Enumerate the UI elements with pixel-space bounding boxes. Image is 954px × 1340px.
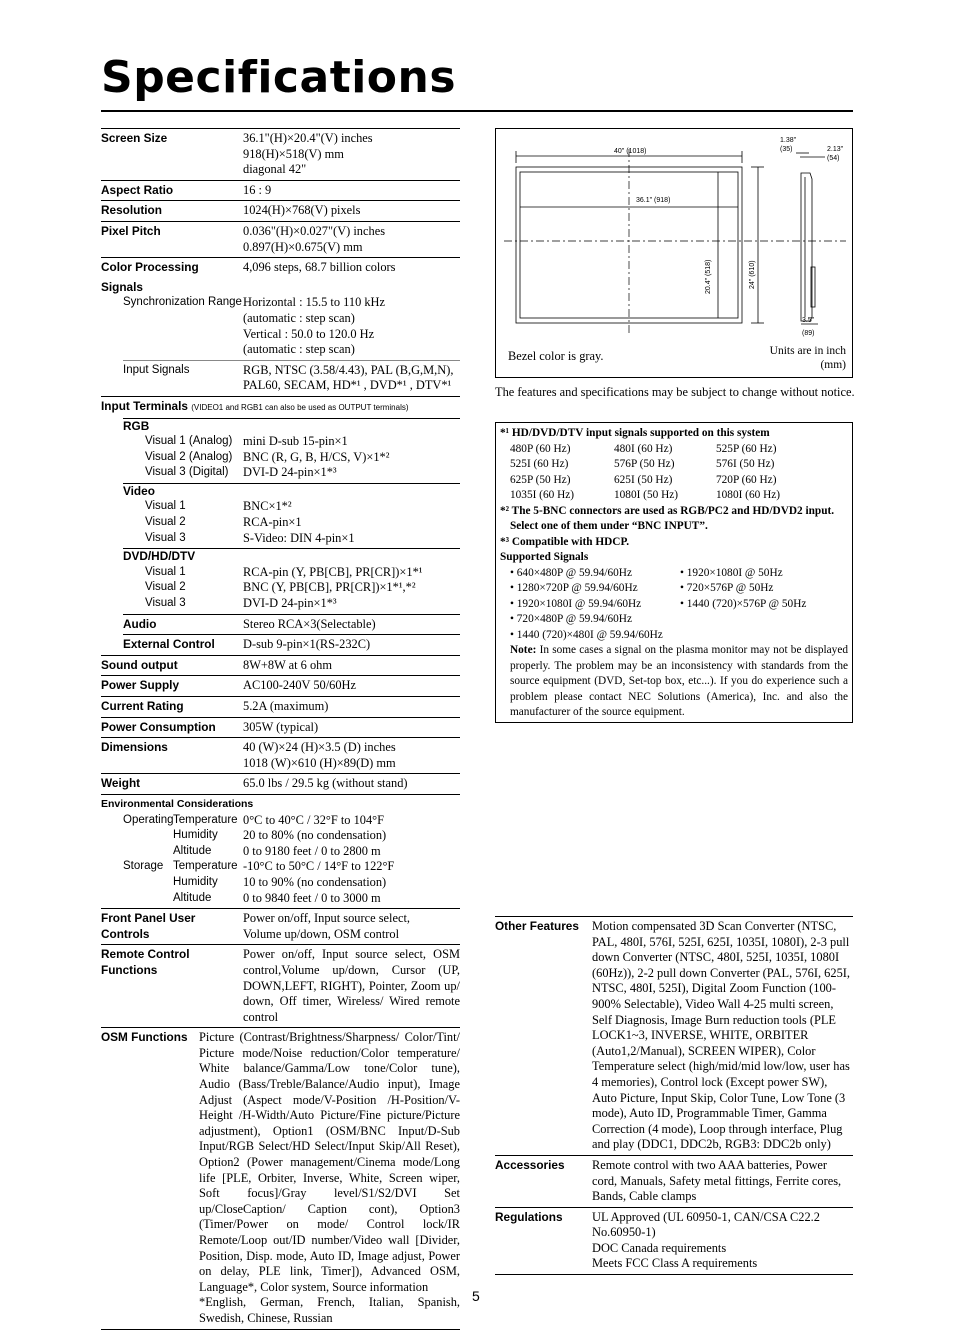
spec-pixel-pitch: Pixel Pitch 0.036"(H)×0.027"(V) inches 0.897(H)×0.675(V) mm	[101, 221, 460, 257]
page-number: 5	[472, 1288, 480, 1304]
supported-signal-grid: • 640×480P @ 59.94/60Hz • 1920×1080I @ 50Hz • 1280×720P @ 59.94/60Hz • 720×576P @ 50Hz • 1920×1080I @ 59.94/60Hz • 1440 (720)×576P @ 50Hz • 720×480P @ 59.94/60Hz • 1440 (720)×480I @ 59.94/60Hz	[510, 566, 807, 641]
change-notice: The features and specifications may be subject to change without notice.	[495, 385, 855, 399]
spec-weight: Weight 65.0 lbs / 29.5 kg (without stand)	[101, 773, 460, 794]
hd-signal-grid: 480P (60 Hz) 480I (60 Hz) 525P (60 Hz) 525I (60 Hz) 576P (50 Hz) 576I (50 Hz) 625P (50 Hz) 625I (50 Hz) 720P (60 Hz) 1035I (60 Hz) 1080I (50 Hz) 1080I (60 Hz)	[510, 442, 780, 501]
spec-current-rating: Current Rating 5.2A (maximum)	[101, 696, 460, 717]
spec-accessories: Accessories Remote control with two AAA batteries, Power cord, Manuals, Safety metal fittings, Ferrite cores, Bands, Cable clamps	[495, 1155, 853, 1207]
spec-resolution: Resolution 1024(H)×768(V) pixels	[101, 200, 460, 221]
svg-text:(54): (54)	[827, 155, 840, 162]
signal-notes-box: *¹ HD/DVD/DTV input signals supported on this system 480P (60 Hz) 480I (60 Hz) 525P (60 Hz) 525I (60 Hz) 576P (50 Hz) 576I (50 Hz) 625P (50 Hz) 625I (50 Hz) 720P (60 Hz) 1035I (60 Hz) 1080I (50 Hz) 1080I (60 Hz) *² The 5-BNC connectors are used as RGB/PC2 and HD/DVD2 input. Select one of them under “BNC INPUT”. *³ Compatible with HDCP. Supported Signals • 640×480P @ 59.94/60Hz • 1920×1080I @ 50Hz • 1280×720P @ 59.94/60Hz • 720×576P @ 50Hz • 1920×1080I @ 59.94/60Hz • 1440 (720)×576P @ 50Hz • 720×480P @ 59.94/60Hz • 1440 (720)×480I @ 59.94/60Hz Note: In some cases a signal on the plasma monitor may not be displayed properly. The problem may be an inconsistency with standards from the source equipment (DVD, Set-top box, etc...). If you do experience such a problem please contact NEC Solutions (America), Inc. and also the manufacturer of the source equipment.	[495, 422, 853, 723]
spec-environment: Environmental Considerations OperatingTemperature 0°C to 40°C / 32°F to 104°F Humidity 20 to 80% (no condensation) Altitude 0 to 9180 feet / 0 to 2800 m Storage Temperature -10°C to 50°C / 14°F to 122°F Humidity 10 to 90% (no condensation) Altitude 0 to 9840 feet / 0 to 3000 m	[101, 794, 460, 908]
svg-text:(35): (35)	[780, 146, 793, 153]
dim-bezel-depth-label: 1.38"	[780, 137, 797, 144]
spec-table-left	[101, 128, 460, 1330]
spec-screen-size: Screen Size 36.1"(H)×20.4"(V) inches 918(H)×518(V) mm diagonal 42"	[101, 128, 460, 180]
dim-inner-height-label: 20.4" (518)	[705, 259, 712, 294]
spec-input-terminals: Input Terminals (VIDEO1 and RGB1 can also be used as OUTPUT terminals) RGB Visual 1 (Analog) mini D-sub 15-pin×1 Visual 2 (Analog) BNC (R, G, B, H/CS, V)×1*² Visual 3 (Digital) DVI-D 24-pin×1*³ Video Visual 1 BNC×1*² Visual 2 RCA-pin×1 Visual 3 S-Video: DIN 4-pin×1 DVD/HD/DTV Visual 1 RCA-pin (Y, PB[CB], PR[CR])×1*¹ Visual 2 BNC (Y, PB[CB], PR[CR])×1*¹,*² Visual 3 DVI-D 24-pin×1*³ Audio Stereo RCA×3(Selectable) External Control D-sub 9-pin×1(RS-232C)	[101, 396, 460, 655]
dim-height-label: 24" (610)	[749, 260, 756, 289]
spec-signals: Signals Synchronization Range Horizontal : 15.5 to 110 kHz (automatic : step scan) Vertical : 50.0 to 120.0 Hz (automatic : step scan) Input Signals RGB, NTSC (3.58/4.43), PAL (B,G,M,N), PAL60, SECAM, HD*¹ , DVD*¹ , DTV*¹	[101, 278, 460, 396]
bezel-color-note: Bezel color is gray.	[508, 349, 604, 363]
spec-sound-output: Sound output 8W+8W at 6 ohm	[101, 655, 460, 676]
spec-power-consumption: Power Consumption 305W (typical)	[101, 717, 460, 738]
dimension-diagram	[495, 128, 853, 378]
spec-dimensions: Dimensions 40 (W)×24 (H)×3.5 (D) inches 1018 (W)×610 (H)×89(D) mm	[101, 737, 460, 773]
svg-text:(89): (89)	[802, 330, 815, 337]
spec-table-right	[495, 916, 853, 1275]
dim-depth-label: 3.5"	[802, 317, 815, 324]
page-title: Specifications	[101, 52, 457, 103]
spec-color-processing: Color Processing 4,096 steps, 68.7 billion colors	[101, 257, 460, 278]
spec-osm-functions: OSM Functions Picture (Contrast/Brightness/Sharpness/ Color/Tint/ Picture mode/Noise reduction/Color temperature/ White balance/Gamma/Low tone/Color tune), Audio (Bass/Treble/Balance/Audio input), Image Adjust (Aspect mode/V-Position /H-Position/V-Height /H-Width/Auto Picture/Fine picture/Picture adjustment), Option1 (OSM/BNC Input/D-Sub Input/RGB Select/HD Select/Input Skip/All Reset), Option2 (Power management/Cinema mode/Long life [PLE, Orbiter, Inverse, White, Screen wiper, Soft focus]/Gray level/S1/S2/DVI Set up/CloseCaption/ Caption cont), Option3 (Timer/Power on mode/ Control lock/IR Remote/Loop out/ID number/Video wall [Divider, Position, Disp. mode, Auto ID, Image adjust, Power on delay, PLE link, Timer]), Advanced OSM, Language*, Color system, Source information *English, German, French, Italian, Spanish, Swedish, Chinese, Russian	[101, 1027, 460, 1329]
spec-other-features: Other Features Motion compensated 3D Scan Converter (NTSC, PAL, 480I, 576I, 525I, 625I, 1035I, 1080I), 2-3 pull down Converter (NTSC, 480I, 525I, 1035I, 1080I (60Hz)), 2-2 pull down Converter (PAL, 576I, 625I, NTSC, 480I, 525I), Digital Zoom Function (100-900% Selectable), Video Wall 4-25 multi screen, Self Diagnosis, Image Burn reduction tools (PLE LOCK1~3, INVERSE, WHITE, ORBITER (Auto1,2/Manual), SCREEN WIPER), Color Temperature select (high/mid/mid low/low, user has 4 memories), Control lock (Except power SW), Auto Picture, Input Skip, Color Tune, Low Tone (3 mode), Auto ID, Programmable Timer, Gamma Correction (4 mode), Loop through interface, Plug and play (DDC1, DDC2b, RGB3: DDC2b only)	[495, 916, 853, 1155]
spec-power-supply: Power Supply AC100-240V 50/60Hz	[101, 675, 460, 696]
units-note: Units are in inch (mm)	[769, 345, 846, 371]
dim-width-label: 40" (1018)	[614, 148, 647, 155]
spec-front-panel: Front Panel User Controls Power on/off, Input source select, Volume up/down, OSM control	[101, 908, 460, 944]
spec-aspect-ratio: Aspect Ratio 16 : 9	[101, 180, 460, 201]
dim-inner-width-label: 36.1" (918)	[636, 197, 671, 204]
dim-stand-depth-label: 2.13"	[827, 146, 844, 153]
spec-regulations: Regulations UL Approved (UL 60950-1, CAN/CSA C22.2 No.60950-1) DOC Canada requirements Meets FCC Class A requirements	[495, 1207, 853, 1275]
title-rule	[101, 110, 853, 112]
monitor-outline-drawing	[496, 129, 852, 377]
spec-remote-control: Remote Control Functions Power on/off, Input source select, OSM control,Volume up/down, Cursor (UP, DOWN,LEFT, RIGHT), Pointer, Zoom up/ down, Off timer, Wireless/ Wired remote control	[101, 944, 460, 1027]
